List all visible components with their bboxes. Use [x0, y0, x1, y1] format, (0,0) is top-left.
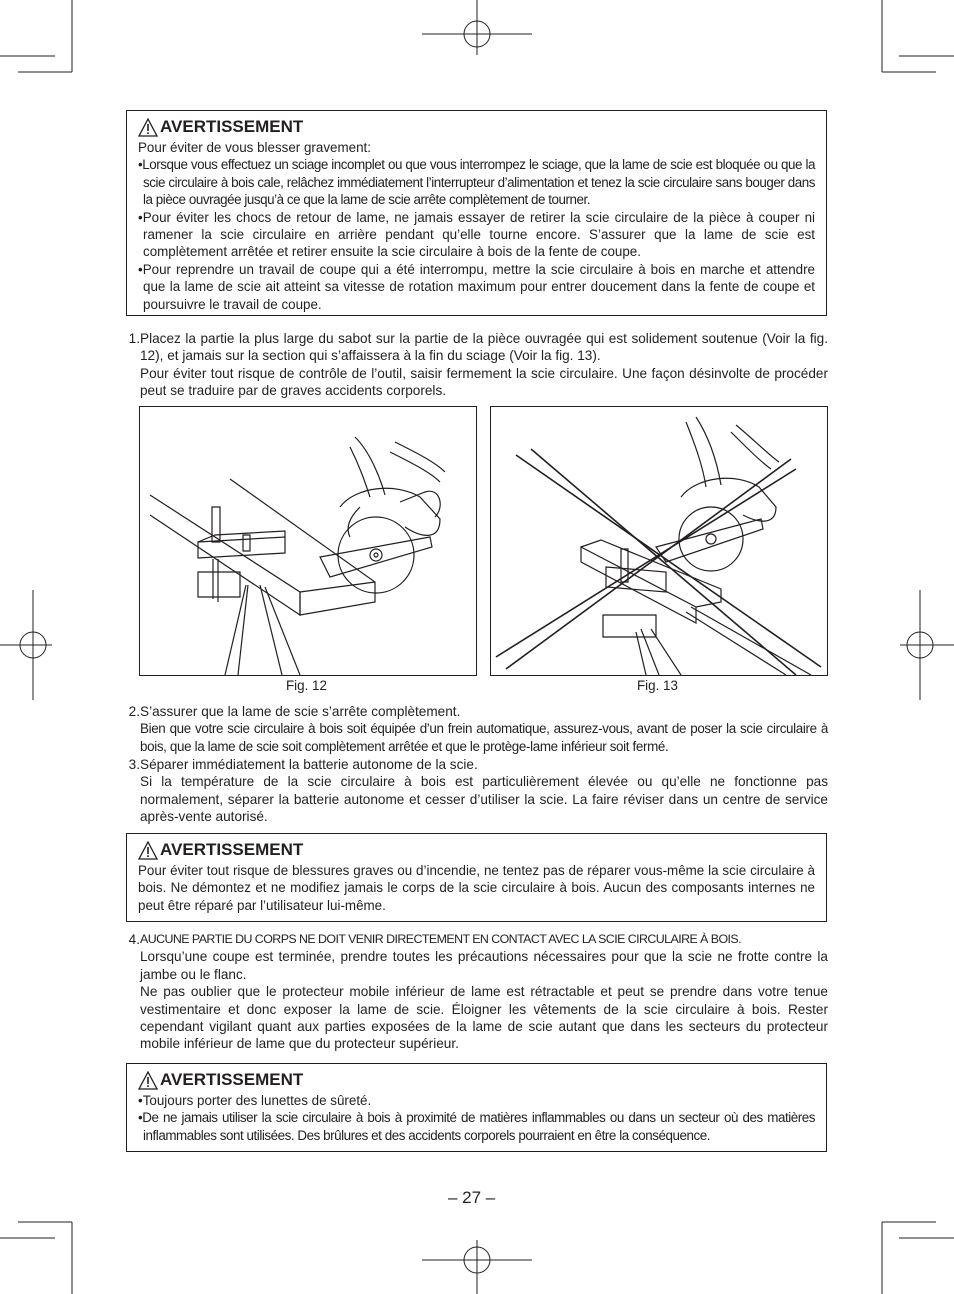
item-text: Séparer immédiatement la batterie autonome de la scie. [140, 757, 478, 772]
warning-text: Pour éviter tout risque de blessures graves ou d’incendie, ne tentez pas de réparer vous-même la scie circulaire à bois. Ne démontez et ne modifiez jamais le corps de la scie circulaire à bois. Aucun des composants internes ne peut être réparé par l’utilisateur lui-même. [138, 863, 815, 913]
item-number: 3. [128, 757, 140, 772]
warning-bullet: •Toujours porter des lunettes de sûreté. [138, 1093, 372, 1108]
item-text: Placez la partie la plus large du sabot sur la partie de la pièce ouvragée qui est solidement soutenue (Voir la fig. 12), et jamais sur la section qui s’affaissera à la fin du sciage (Voir la fig. 13). [140, 331, 828, 364]
item-text: Pour éviter tout risque de contrôle de l’outil, saisir fermement la scie circulaire. Une façon désinvolte de procéder peut se traduire par de graves accidents corporels. [140, 365, 828, 399]
instruction-item-1 [126, 330, 828, 400]
item-text: Si la température de la scie circulaire à bois est particulièrement élevée ou qu’elle ne fonctionne pas normalement, séparer la batterie autonome et cesser d’utiliser la scie. La faire réviser dans un centre de service après-vente autorisé. [140, 774, 828, 825]
item-number: 2. [128, 704, 140, 719]
item-text: Lorsqu’une coupe est terminée, prendre toutes les précautions nécessaires pour que la scie ne frotte contre la jambe ou le flanc. [140, 949, 828, 982]
warning-bullet: •Pour reprendre un travail de coupe qui a été interrompu, mettre la scie circulaire à bois en marche et attendre que la lame de scie ait atteint sa vitesse de rotation maximum pour entrer doucement dans la fente de coupe et poursuivre le travail de coupe. [138, 261, 815, 312]
warning-bullet: •Pour éviter les chocs de retour de lame, ne jamais essayer de retirer la scie circulaire de la pièce à couper ni ramener la scie circulaire en arrière pendant qu’elle tourne encore. S’assurer que la lame de scie est complètement arrêtée et retirer ensuite la scie circulaire à bois de la fente de coupe. [138, 209, 815, 260]
instruction-item-3 [126, 756, 828, 826]
warning-bullet: •De ne jamais utiliser la scie circulaire à bois à proximité de matières inflammables ou dans un secteur où des matières inflammables sont utilisées. Des brûlures et des accidents corporels pourraient en être la conséquence. [138, 1110, 815, 1143]
figure-12 [139, 406, 477, 676]
saw-supported-illustration [140, 407, 476, 675]
warning-triangle-icon [138, 841, 158, 860]
warning-box [126, 110, 827, 316]
page-number: – 27 – [448, 1188, 496, 1207]
warning-intro: Pour éviter de vous blesser gravement: [138, 140, 371, 155]
warning-bullet: •Lorsque vous effectuez un sciage incomplet ou que vous interrompez le sciage, que la lame de scie est bloquée ou que la scie circulaire à bois cale, relâchez immédiatement l’interrupteur d’alimentation et tenez la scie circulaire sans bouger dans la pièce ouvragée jusqu’à ce que la lame de scie arrête complètement de tourner. [138, 157, 815, 208]
warning-heading [138, 1070, 815, 1090]
warning-title: AVERTISSEMENT [160, 840, 304, 859]
warning-triangle-icon [138, 118, 158, 137]
instruction-item-2 [126, 703, 828, 755]
item-text: S’assurer que la lame de scie s’arrête complètement. [140, 704, 461, 719]
saw-unsupported-illustration [491, 407, 827, 675]
warning-triangle-icon [138, 1071, 158, 1090]
item-text: Ne pas oublier que le protecteur mobile inférieur de lame est rétractable et peut se prendre dans votre tenue vestimentaire et donc exposer la lame de scie. Éloigner les vêtements de la scie circulaire à bois. Rester cependant vigilant quant aux parties exposées de la lame de scie autant que dans les secteurs du protecteur mobile inférieur de lame que du protecteur supérieur. [140, 984, 828, 1052]
figure-13 [490, 406, 828, 676]
item-heading: AUCUNE PARTIE DU CORPS NE DOIT VENIR DIRECTEMENT EN CONTACT AVEC LA SCIE CIRCULAIRE À BOIS. [140, 932, 742, 946]
figure-12-caption: Fig. 12 [286, 678, 327, 693]
warning-title: AVERTISSEMENT [160, 1070, 304, 1089]
warning-heading [138, 840, 815, 860]
item-number: 1. [128, 331, 140, 346]
warning-box [126, 1063, 827, 1152]
warning-title: AVERTISSEMENT [160, 117, 304, 136]
item-text: Bien que votre scie circulaire à bois soit équipée d’un frein automatique, assurez-vous, avant de poser la scie circulaire à bois, que la lame de scie soit complètement arrêtée et que le protège-lame inférieur soit fermé. [140, 721, 828, 754]
item-number: 4. [128, 932, 140, 947]
figure-13-caption: Fig. 13 [637, 678, 678, 693]
warning-heading [138, 117, 815, 137]
warning-box [126, 833, 827, 922]
instruction-item-4 [126, 931, 828, 1053]
